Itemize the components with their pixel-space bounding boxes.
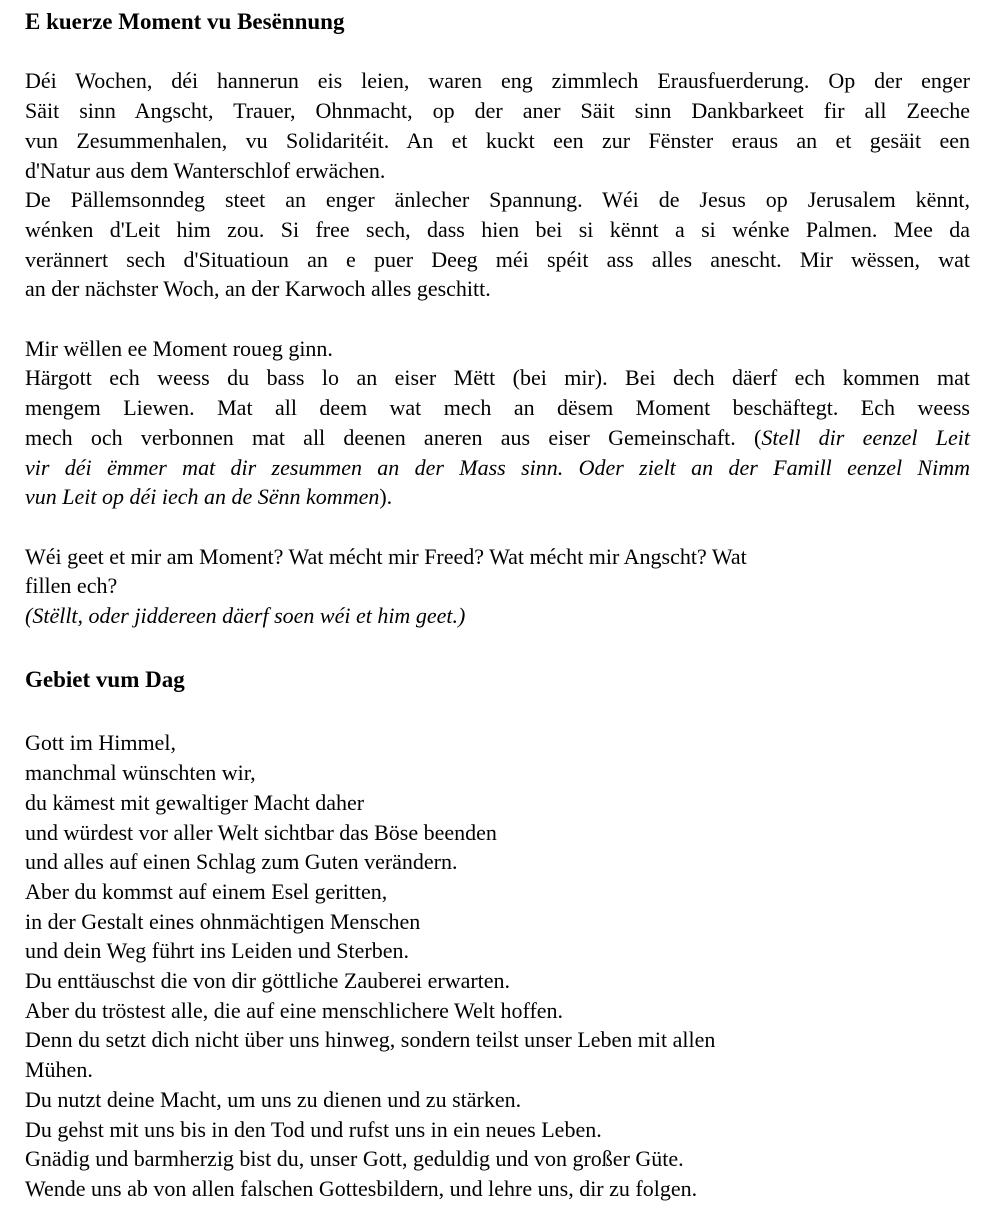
text-line (25, 393, 970, 423)
text-segment-italic: vir déi ëmmer mat dir zesummen an der Mass sinn. Oder zielt an der Famill eenzel Nimm (25, 454, 970, 480)
prayer-line: du kämest mit gewaltiger Macht daher (25, 789, 365, 815)
prayer-line: Aber du kommst auf einem Esel geritten, (25, 878, 388, 904)
text-line: vun Zesummenhalen, vu Solidaritéit. An et kuckt een zur Fënster eraus an et gesäit een (25, 127, 970, 153)
prayer-line: in der Gestalt eines ohnmächtigen Menschen (25, 908, 421, 934)
prayer-poem (25, 728, 970, 1203)
prayer-line: Aber du tröstest alle, die auf eine menschlichere Welt hoffen. (25, 997, 564, 1023)
text-segment: mech och verbonnen mat all deenen aneren aus eiser Gemeinschaft. ( (25, 424, 762, 450)
text-line: d'Natur aus dem Wanterschlof erwächen. (25, 157, 386, 183)
prayer-line: Wende uns ab von allen falschen Gottesbildern, und lehre uns, dir zu folgen. (25, 1175, 698, 1201)
paragraph-weeks (25, 66, 970, 185)
prayer-line: und würdest vor aller Welt sichtbar das Böse beenden (25, 819, 497, 845)
text-line: wénken d'Leit him zou. Si free sech, dass hien bei si kënnt a si wénke Palmen. Mee da (25, 216, 970, 242)
text-line: De Pällemsonndeg steet an enger änlecher Spannung. Wéi de Jesus op Jerusalem kënnt, (25, 187, 970, 213)
text-line (25, 423, 970, 453)
reflection-heading: E kuerze Moment vu Besënnung (25, 9, 345, 34)
blank-line (25, 631, 970, 665)
blank-line (25, 304, 970, 334)
prayer-line: Gott im Himmel, (25, 730, 176, 756)
text-segment-italic: vun Leit op déi iech an de Sënn kommen (25, 484, 380, 510)
text-line (25, 363, 970, 393)
blank-line (25, 37, 970, 67)
prayer-line: Du enttäuschst die von dir göttliche Zauberei erwarten. (25, 968, 511, 994)
prayer-line: und dein Weg führt ins Leiden und Sterben. (25, 938, 409, 964)
prayer-line: Denn du setzt dich nicht über uns hinweg, sondern teilst unser Leben mit allen (25, 1027, 716, 1053)
text-segment: mengem Liewen. Mat all deem wat mech an dësem Moment beschäftegt. Ech weess (25, 395, 970, 421)
text-segment: Härgott ech weess du bass lo an eiser Mëtt (bei mir). Bei dech däerf ech kommen mat (25, 365, 970, 391)
blank-line (25, 694, 970, 728)
blank-line (25, 512, 970, 542)
paragraph-quiet-moment (25, 334, 970, 512)
text-segment: ). (379, 484, 393, 510)
prayer-line: Mühen. (25, 1057, 93, 1083)
text-line: Mir wëllen ee Moment roueg ginn. (25, 335, 333, 361)
text-line: an der nächster Woch, an der Karwoch alles geschitt. (25, 276, 491, 302)
prayer-line: manchmal wünschten wir, (25, 760, 256, 786)
text-segment-italic: Stell dir eenzel Leit (761, 424, 970, 450)
prayer-heading: Gebiet vum Dag (25, 666, 185, 692)
prayer-line: Du gehst mit uns bis in den Tod und rufst uns in ein neues Leben. (25, 1116, 602, 1142)
paragraph-palm-sunday (25, 185, 970, 304)
text-line: fillen ech? (25, 573, 118, 599)
prayer-line: und alles auf einen Schlag zum Guten verändern. (25, 849, 458, 875)
text-line (25, 453, 970, 483)
text-line (25, 482, 970, 512)
text-line: verännert sech d'Situatioun an e puer Deeg méi spéit ass alles anescht. Mir wëssen, wat (25, 246, 970, 272)
prayer-line: Du nutzt deine Macht, um uns zu dienen und zu stärken. (25, 1086, 522, 1112)
text-line: Wéi geet et mir am Moment? Wat mécht mir Freed? Wat mécht mir Angscht? Wat (25, 543, 747, 569)
prayer-line: Gnädig und barmherzig bist du, unser Gott, geduldig und von großer Güte. (25, 1146, 684, 1172)
text-line-italic: (Stëllt, oder jiddereen däerf soen wéi et him geet.) (25, 603, 466, 629)
text-line: Déi Wochen, déi hannerun eis leien, waren eng zimmlech Erausfuerderung. Op der enger (25, 68, 970, 94)
text-line: Säit sinn Angscht, Trauer, Ohnmacht, op der aner Säit sinn Dankbarkeet fir all Zeeche (25, 98, 970, 124)
paragraph-questions (25, 542, 970, 631)
